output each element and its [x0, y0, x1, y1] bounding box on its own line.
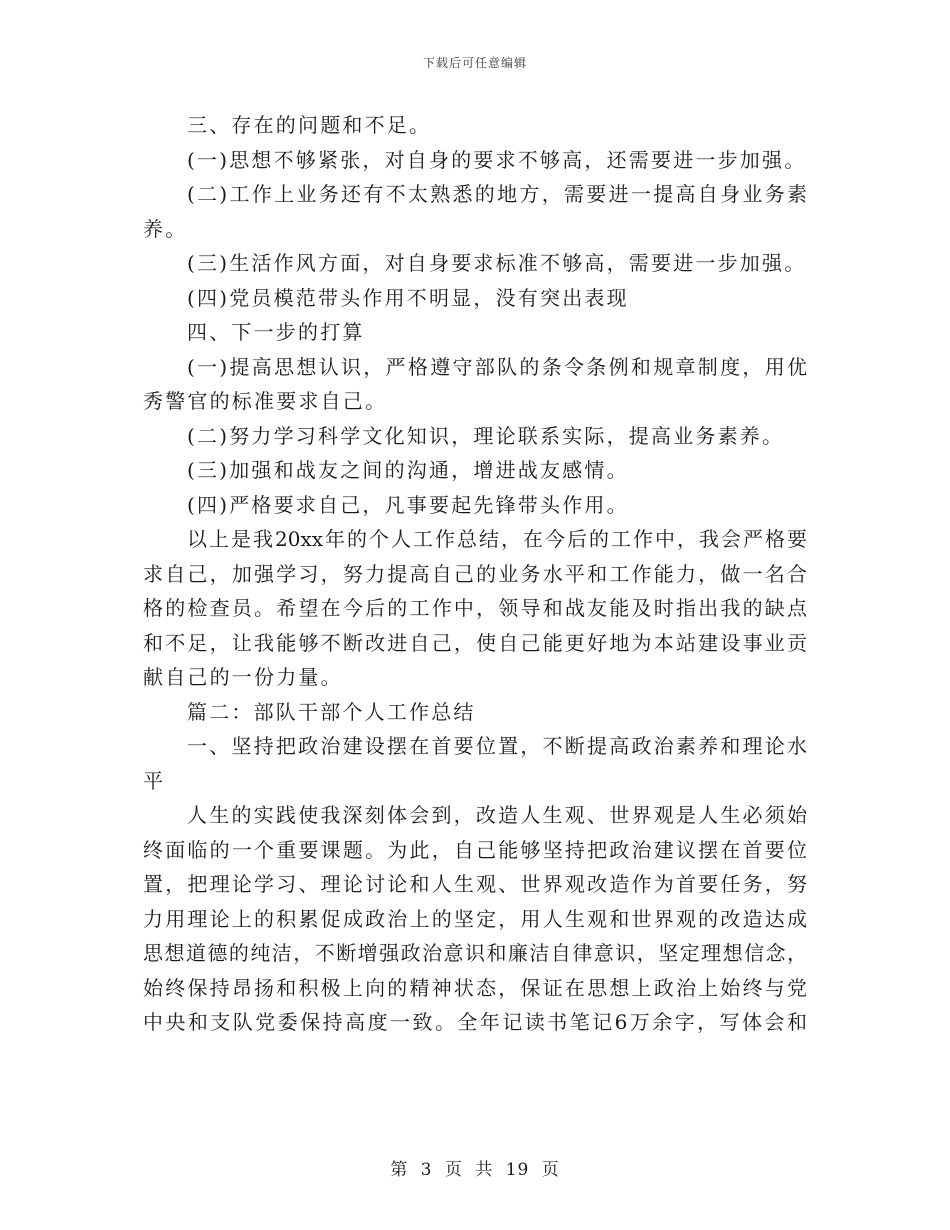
text-line: 篇二：部队干部个人工作总结	[187, 699, 476, 724]
text-line: (二)工作上业务还有不太熟悉的地方，需要进一提高自身业务素	[187, 182, 807, 206]
text-line: 力用理论上的积累促成政治上的坚定，用人生观和世界观的改造达成	[143, 906, 807, 931]
page-header: 下载后可任意编辑	[422, 56, 527, 70]
text-line: (四)严格要求自己，凡事要起先锋带头作用。	[187, 492, 629, 517]
text-line: 人生的实践使我深刻体会到，改造人生观、世界观是人生必须始	[187, 803, 807, 827]
text-line: 格的检查员。希望在今后的工作中，领导和战友能及时指出我的缺点	[143, 596, 807, 620]
text-line: 献自己的一份力量。	[143, 665, 343, 689]
text-line: 求自己，加强学习，努力提高自己的业务水平和工作能力，做一名合	[143, 561, 807, 586]
text-line: 终面临的一个重要课题。为此，自己能够坚持把政治建议摆在首要位	[143, 837, 807, 862]
text-line: 始终保持昂扬和积极上向的精神状态，保证在思想上政治上始终与党	[143, 975, 807, 1000]
text-line: 秀警官的标准要求自己。	[143, 389, 388, 413]
text-line: 四、下一步的打算	[187, 320, 365, 344]
text-line: 中央和支队党委保持高度一致。全年记读书笔记6万余字，写体会和	[143, 1010, 807, 1034]
text-line: (三)加强和战友之间的沟通，增进战友感情。	[187, 458, 629, 482]
text-line: 三、存在的问题和不足。	[187, 113, 432, 137]
text-line: (一)提高思想认识，严格遵守部队的条令条例和规章制度，用优	[187, 354, 807, 379]
document-body	[143, 108, 807, 1040]
text-line: (三)生活作风方面，对自身要求标准不够高，需要进一步加强。	[187, 251, 807, 275]
text-line: (四)党员模范带头作用不明显，没有突出表现	[187, 285, 629, 310]
text-line: 一、坚持把政治建设摆在首要位置，不断提高政治素养和理论水	[187, 734, 807, 758]
text-line: 思想道德的纯洁，不断增强政治意识和廉洁自律意识，坚定理想信念，	[143, 941, 807, 965]
text-line: 平	[143, 768, 166, 793]
page-number-footer: 第 3 页 共 19 页	[390, 1160, 560, 1180]
text-line: 以上是我20xx年的个人工作总结，在今后的工作中，我会严格要	[187, 527, 807, 551]
text-line: 置，把理论学习、理论讨论和人生观、世界观改造作为首要任务，努	[143, 872, 807, 896]
text-line: (二)努力学习科学文化知识，理论联系实际，提高业务素养。	[187, 423, 785, 448]
text-line: (一)思想不够紧张，对自身的要求不够高，还需要进一步加强。	[187, 147, 807, 172]
text-line: 和不足，让我能够不断改进自己，使自己能更好地为本站建设事业贡	[143, 630, 807, 655]
text-line: 养。	[143, 216, 188, 241]
